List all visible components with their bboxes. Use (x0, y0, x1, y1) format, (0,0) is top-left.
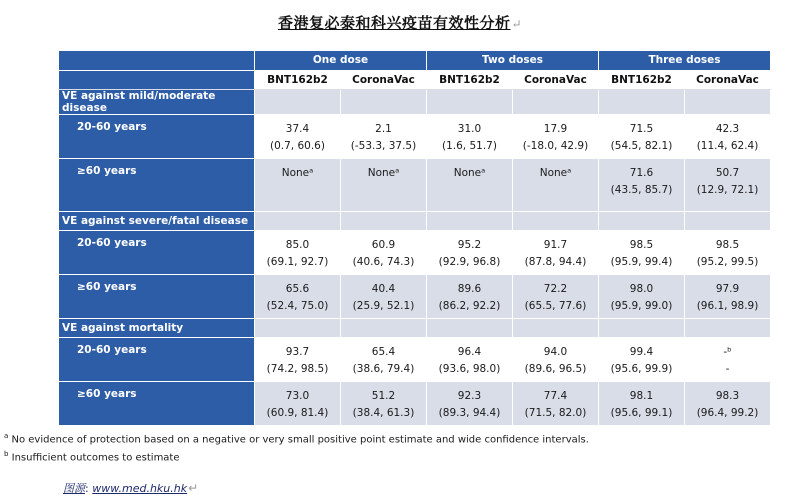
point-estimate: 50.7 (715, 167, 740, 179)
point-estimate: 98.1 (629, 390, 654, 402)
age-group-label: 20-60 years (59, 231, 255, 275)
section-fill (599, 90, 685, 115)
effectiveness-cell (513, 231, 599, 275)
effectiveness-cell (685, 159, 771, 212)
point-estimate: 40.4 (371, 283, 396, 295)
vaccine-effectiveness-table (58, 50, 771, 426)
point-estimate: 71.6 (629, 167, 654, 179)
point-estimate: 51.2 (371, 390, 396, 402)
confidence-interval: (54.5, 82.1) (610, 140, 673, 152)
effectiveness-cell (599, 159, 685, 212)
header-corner-2 (59, 71, 255, 90)
point-estimate: 99.4 (629, 346, 654, 358)
header-one-dose: One dose (255, 51, 427, 71)
paragraph-mark-icon: ↵ (188, 481, 199, 495)
effectiveness-cell (599, 115, 685, 159)
effectiveness-cell (599, 231, 685, 275)
confidence-interval: (38.6, 79.4) (352, 363, 415, 375)
point-estimate: 93.7 (285, 346, 310, 358)
section-label: VE against mild/moderate disease (59, 90, 255, 115)
point-estimate: Noneᵃ (539, 167, 572, 179)
effectiveness-cell (513, 275, 599, 319)
section-fill (513, 90, 599, 115)
effectiveness-cell (341, 115, 427, 159)
confidence-interval: (95.2, 99.5) (696, 256, 759, 268)
header-three-doses: Three doses (599, 51, 771, 71)
section-header-row (59, 212, 771, 231)
point-estimate: 72.2 (543, 283, 568, 295)
section-header-row (59, 90, 771, 115)
confidence-interval: (38.4, 61.3) (352, 407, 415, 419)
confidence-interval: (69.1, 92.7) (266, 256, 329, 268)
section-fill (341, 212, 427, 231)
vaccine-header: CoronaVac (513, 71, 599, 90)
point-estimate: 98.3 (715, 390, 740, 402)
point-estimate: -ᵇ (723, 346, 732, 358)
age-group-label: ≥60 years (59, 275, 255, 319)
effectiveness-cell (427, 338, 513, 382)
confidence-interval: (96.1, 98.9) (696, 300, 759, 312)
point-estimate: 77.4 (543, 390, 568, 402)
header-corner (59, 51, 255, 71)
point-estimate: 37.4 (285, 123, 310, 135)
confidence-interval: (-53.3, 37.5) (350, 140, 417, 152)
confidence-interval: (87.8, 94.4) (524, 256, 587, 268)
effectiveness-cell (427, 159, 513, 212)
source-label: 图源 (63, 482, 85, 495)
section-label: VE against severe/fatal disease (59, 212, 255, 231)
confidence-interval: (89.3, 94.4) (438, 407, 501, 419)
table-row (59, 275, 771, 319)
effectiveness-cell (427, 275, 513, 319)
image-source (63, 480, 198, 496)
effectiveness-cell (513, 159, 599, 212)
footnote-a (4, 432, 589, 445)
section-fill (341, 90, 427, 115)
vaccine-header: BNT162b2 (427, 71, 513, 90)
effectiveness-cell (685, 115, 771, 159)
footnote-b (4, 450, 180, 463)
point-estimate: 98.0 (629, 283, 654, 295)
point-estimate: 65.4 (371, 346, 396, 358)
effectiveness-cell (685, 382, 771, 426)
confidence-interval: (11.4, 62.4) (696, 140, 759, 152)
table-row (59, 338, 771, 382)
section-fill (685, 319, 771, 338)
title-text: 香港复必泰和科兴疫苗有效性分析 (277, 14, 511, 32)
point-estimate: 2.1 (375, 123, 392, 135)
confidence-interval: (74.2, 98.5) (266, 363, 329, 375)
vaccine-header: BNT162b2 (255, 71, 341, 90)
effectiveness-cell (341, 159, 427, 212)
age-group-label: ≥60 years (59, 382, 255, 426)
effectiveness-cell (599, 382, 685, 426)
effectiveness-cell (255, 338, 341, 382)
point-estimate: 98.5 (629, 239, 654, 251)
confidence-interval: (52.4, 75.0) (266, 300, 329, 312)
effectiveness-cell (255, 159, 341, 212)
confidence-interval: (-18.0, 42.9) (522, 140, 589, 152)
confidence-interval: (60.9, 81.4) (266, 407, 329, 419)
section-fill (341, 319, 427, 338)
section-fill (513, 212, 599, 231)
section-fill (599, 319, 685, 338)
confidence-interval: (89.6, 96.5) (524, 363, 587, 375)
point-estimate: 95.2 (457, 239, 482, 251)
section-fill (427, 319, 513, 338)
point-estimate: 94.0 (543, 346, 568, 358)
confidence-interval: (1.6, 51.7) (442, 140, 497, 152)
effectiveness-cell (685, 275, 771, 319)
point-estimate: 31.0 (457, 123, 482, 135)
confidence-interval: (86.2, 92.2) (438, 300, 501, 312)
confidence-interval: (93.6, 98.0) (438, 363, 501, 375)
point-estimate: 60.9 (371, 239, 396, 251)
point-estimate: 92.3 (457, 390, 482, 402)
age-group-label: 20-60 years (59, 115, 255, 159)
confidence-interval: (43.5, 85.7) (610, 184, 673, 196)
effectiveness-cell (513, 338, 599, 382)
table-row (59, 115, 771, 159)
confidence-interval: (71.5, 82.0) (524, 407, 587, 419)
effectiveness-cell (427, 231, 513, 275)
footnote-marker: a (4, 432, 9, 440)
dose-header-row (59, 51, 771, 71)
section-fill (255, 319, 341, 338)
section-fill (427, 212, 513, 231)
effectiveness-cell (513, 382, 599, 426)
effectiveness-cell (513, 115, 599, 159)
confidence-interval: (65.5, 77.6) (524, 300, 587, 312)
footnote-b-text: Insufficient outcomes to estimate (11, 452, 180, 464)
confidence-interval: - (725, 363, 730, 375)
effectiveness-cell (341, 231, 427, 275)
paragraph-mark-icon: ↵ (511, 17, 523, 31)
point-estimate: Noneᵃ (367, 167, 400, 179)
section-header-row (59, 319, 771, 338)
effectiveness-cell (599, 275, 685, 319)
source-separator: : (85, 482, 89, 495)
effectiveness-cell (427, 382, 513, 426)
effectiveness-cell (341, 275, 427, 319)
effectiveness-cell (685, 231, 771, 275)
confidence-interval: (25.9, 52.1) (352, 300, 415, 312)
age-group-label: 20-60 years (59, 338, 255, 382)
table-row (59, 382, 771, 426)
vaccine-header: CoronaVac (341, 71, 427, 90)
point-estimate: Noneᵃ (453, 167, 486, 179)
confidence-interval: (12.9, 72.1) (696, 184, 759, 196)
effectiveness-cell (255, 231, 341, 275)
section-fill (599, 212, 685, 231)
source-link[interactable]: www.med.hku.hk (92, 482, 188, 495)
effectiveness-cell (685, 338, 771, 382)
effectiveness-cell (255, 382, 341, 426)
document-title (0, 12, 800, 33)
section-fill (427, 90, 513, 115)
point-estimate: 96.4 (457, 346, 482, 358)
point-estimate: Noneᵃ (281, 167, 314, 179)
point-estimate: 42.3 (715, 123, 740, 135)
vaccine-header: BNT162b2 (599, 71, 685, 90)
effectiveness-cell (255, 275, 341, 319)
table-row (59, 159, 771, 212)
point-estimate: 65.6 (285, 283, 310, 295)
footnote-marker: b (4, 450, 9, 458)
effectiveness-cell (341, 338, 427, 382)
point-estimate: 91.7 (543, 239, 568, 251)
confidence-interval: (40.6, 74.3) (352, 256, 415, 268)
point-estimate: 98.5 (715, 239, 740, 251)
header-two-doses: Two doses (427, 51, 599, 71)
point-estimate: 17.9 (543, 123, 568, 135)
effectiveness-cell (341, 382, 427, 426)
effectiveness-cell (427, 115, 513, 159)
vaccine-header-row (59, 71, 771, 90)
confidence-interval: (96.4, 99.2) (696, 407, 759, 419)
section-fill (685, 212, 771, 231)
vaccine-header: CoronaVac (685, 71, 771, 90)
section-fill (255, 212, 341, 231)
point-estimate: 71.5 (629, 123, 654, 135)
table-row (59, 231, 771, 275)
confidence-interval: (95.6, 99.1) (610, 407, 673, 419)
confidence-interval: (95.9, 99.4) (610, 256, 673, 268)
point-estimate: 73.0 (285, 390, 310, 402)
section-fill (255, 90, 341, 115)
confidence-interval: (92.9, 96.8) (438, 256, 501, 268)
section-label: VE against mortality (59, 319, 255, 338)
confidence-interval: (95.9, 99.0) (610, 300, 673, 312)
effectiveness-cell (255, 115, 341, 159)
effectiveness-cell (599, 338, 685, 382)
section-fill (685, 90, 771, 115)
age-group-label: ≥60 years (59, 159, 255, 212)
confidence-interval: (95.6, 99.9) (610, 363, 673, 375)
point-estimate: 85.0 (285, 239, 310, 251)
point-estimate: 89.6 (457, 283, 482, 295)
section-fill (513, 319, 599, 338)
point-estimate: 97.9 (715, 283, 740, 295)
footnote-a-text: No evidence of protection based on a negative or very small positive point estimate and wide confidence intervals. (11, 434, 589, 446)
confidence-interval: (0.7, 60.6) (270, 140, 325, 152)
